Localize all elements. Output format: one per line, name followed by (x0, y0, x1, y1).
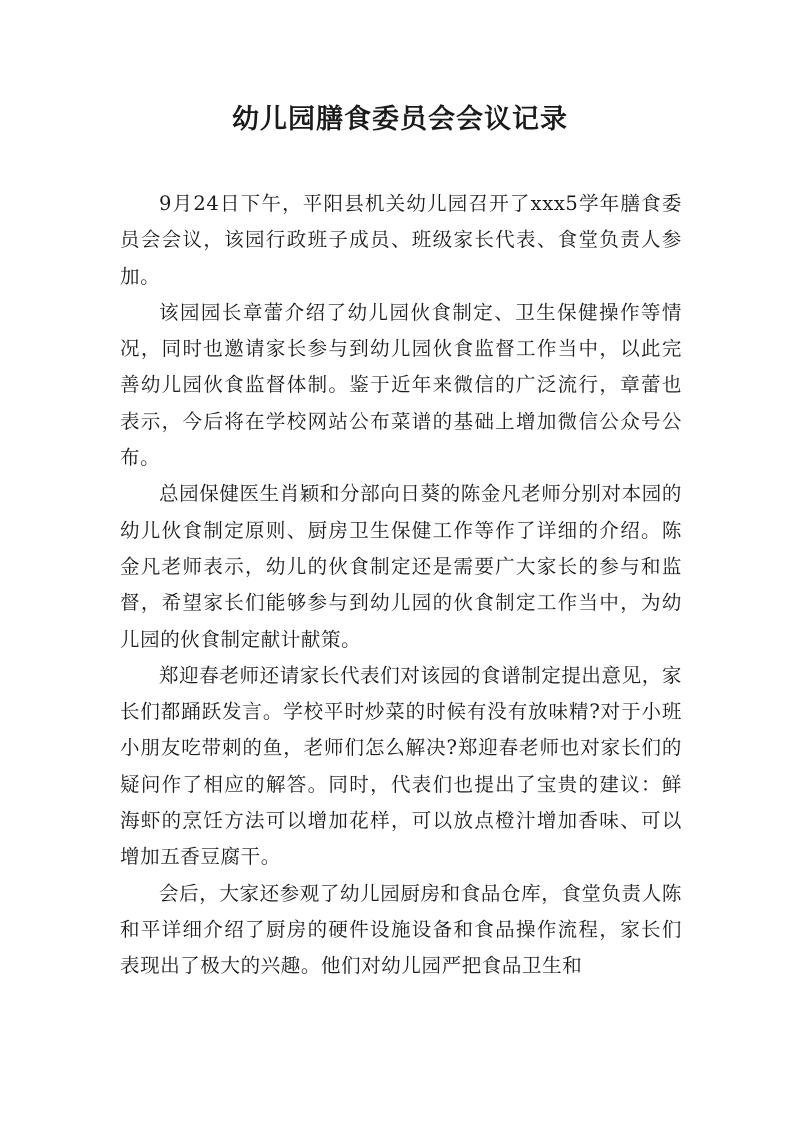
paragraph-parent-feedback: 郑迎春老师还请家长代表们对该园的食谱制定提出意见，家长们都踊跃发言。学校平时炒菜的时候有没有放味精?对于小班小朋友吃带刺的鱼，老师们怎么解决?郑迎春老师也对家长们的疑问作了相应的解答。同时，代表们也提出了宝贵的建议：鲜海虾的烹饪方法可以增加花样，可以放点橙汁增加香味、可以增加五香豆腐干。 (120, 663, 682, 869)
document-body (120, 186, 682, 985)
document-title: 幼儿园膳食委员会会议记录 (232, 104, 568, 135)
paragraph-director-remarks: 该园园长章蕾介绍了幼儿园伙食制定、卫生保健操作等情况，同时也邀请家长参与到幼儿园伙食监督工作当中，以此完善幼儿园伙食监督体制。鉴于近年来微信的广泛流行，章蕾也表示，今后将在学校网站公布菜谱的基础上增加微信公众号公布。 (120, 300, 682, 470)
paragraph-kitchen-visit: 会后，大家还参观了幼儿园厨房和食品仓库，食堂负责人陈和平详细介绍了厨房的硬件设施设备和食品操作流程，家长们表现出了极大的兴趣。他们对幼儿园严把食品卫生和 (120, 881, 682, 978)
paragraph-meeting-intro: 9月24日下午，平阳县机关幼儿园召开了xxx5学年膳食委员会会议，该园行政班子成员、班级家长代表、食堂负责人参加。 (120, 192, 682, 288)
paragraph-health-staff: 总园保健医生肖颖和分部向日葵的陈金凡老师分别对本园的幼儿伙食制定原则、厨房卫生保健工作等作了详细的介绍。陈金凡老师表示，幼儿的伙食制定还是需要广大家长的参与和监督，希望家长们能够参与到幼儿园的伙食制定工作当中，为幼儿园的伙食制定献计献策。 (120, 482, 682, 651)
